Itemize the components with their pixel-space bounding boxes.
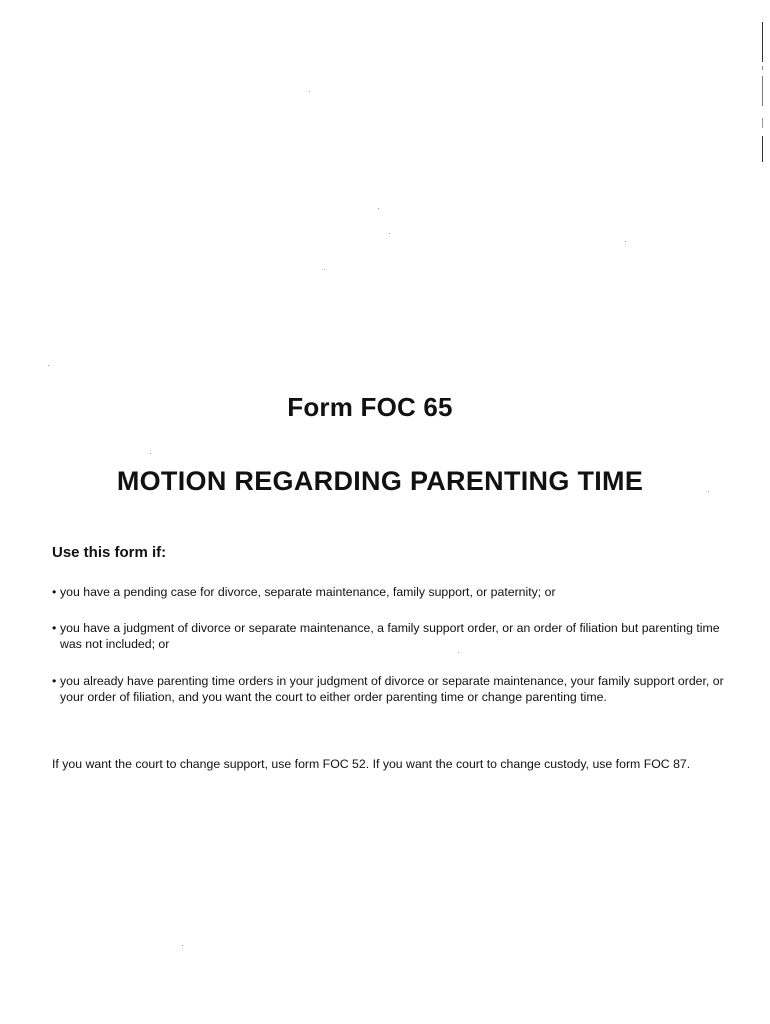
form-title: MOTION REGARDING PARENTING TIME (116, 466, 644, 496)
bullet: • (52, 674, 57, 688)
scan-speck (625, 241, 626, 242)
scan-speck (48, 365, 49, 366)
criteria-text: you have a pending case for divorce, separate maintenance, family support, or paternity; or (60, 585, 556, 599)
list-item (52, 620, 742, 652)
criteria-text: you already have parenting time orders in your judgment of divorce or separate maintenance, your family support order, or your order of filiation, and you want the court to either order parenting time or change parenting time. (60, 674, 724, 704)
bullet: • (52, 585, 57, 599)
bullet: • (52, 621, 57, 635)
scan-edge-mark (762, 136, 763, 162)
section-heading: Use this form if: (52, 544, 167, 561)
scan-edge-mark (762, 66, 763, 70)
scan-speck (309, 91, 310, 92)
scan-edge-mark (762, 118, 763, 128)
scan-speck (378, 208, 379, 209)
scan-edge-mark (762, 76, 763, 106)
instruction-note: If you want the court to change support, use form FOC 52. If you want the court to change custody, use form FOC 87. (52, 757, 691, 771)
criteria-text: you have a judgment of divorce or separate maintenance, a family support order, or an order of filiation but parenting time was not included; or (60, 621, 720, 651)
criteria-list (52, 584, 742, 725)
scan-speck (389, 233, 390, 234)
scan-speck (182, 945, 183, 946)
scan-speck (324, 269, 325, 270)
list-item (52, 584, 742, 600)
scan-speck (150, 453, 151, 454)
list-item (52, 673, 742, 705)
scan-edge-mark (762, 22, 763, 62)
form-number: Form FOC 65 (287, 392, 453, 422)
